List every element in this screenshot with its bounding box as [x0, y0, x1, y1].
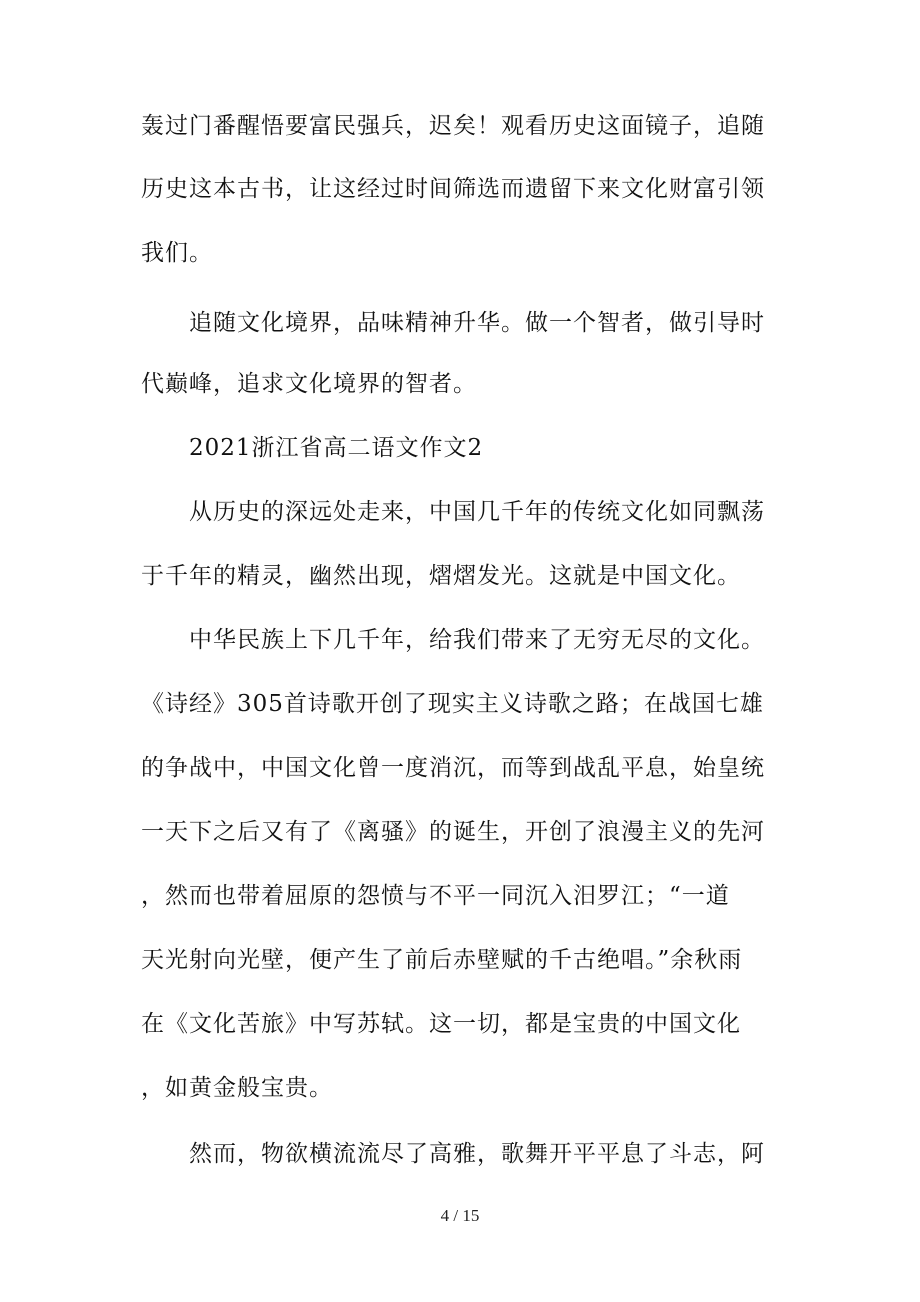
- text-line: 代巅峰，追求文化境界的智者。: [141, 371, 477, 397]
- text-line: 《诗经》305首诗歌开创了现实主义诗歌之路；在战国七雄: [141, 691, 764, 717]
- text-line: 然而，物欲横流流尽了高雅，歌舞开平平息了斗志，阿: [189, 1141, 765, 1167]
- text-line: 一天下之后又有了《离骚》的诞生，开创了浪漫主义的先河: [141, 819, 765, 845]
- text-line: 中华民族上下几千年，给我们带来了无穷无尽的文化。: [189, 627, 765, 653]
- text-line: 轰过门番醒悟要富民强兵，迟矣！观看历史这面镜子，追随: [141, 113, 765, 139]
- text-line: ，如黄金般宝贵。: [141, 1075, 333, 1101]
- text-line: 历史这本古书，让这经过时间筛选而遗留下来文化财富引领: [141, 176, 765, 202]
- text-line: 于千年的精灵，幽然出现，熠熠发光。这就是中国文化。: [141, 563, 741, 589]
- text-line: 在《文化苦旅》中写苏轼。这一切，都是宝贵的中国文化: [141, 1011, 741, 1037]
- page-number: 4 / 15: [440, 1206, 480, 1225]
- text-line: 从历史的深远处走来，中国几千年的传统文化如同飘荡: [189, 499, 765, 525]
- section-heading: 2021浙江省高二语文作文2: [189, 435, 484, 461]
- text-line: 天光射向光壁，便产生了前后赤壁赋的千古绝唱。”余秋雨: [141, 947, 743, 973]
- text-line: ，然而也带着屈原的怨愤与不平一同沉入汨罗江；“一道: [141, 883, 730, 909]
- text-line: 我们。: [141, 240, 213, 266]
- text-line: 追随文化境界，品味精神升华。做一个智者，做引导时: [189, 310, 765, 336]
- text-line: 的争战中，中国文化曾一度消沉，而等到战乱平息，始皇统: [141, 755, 765, 781]
